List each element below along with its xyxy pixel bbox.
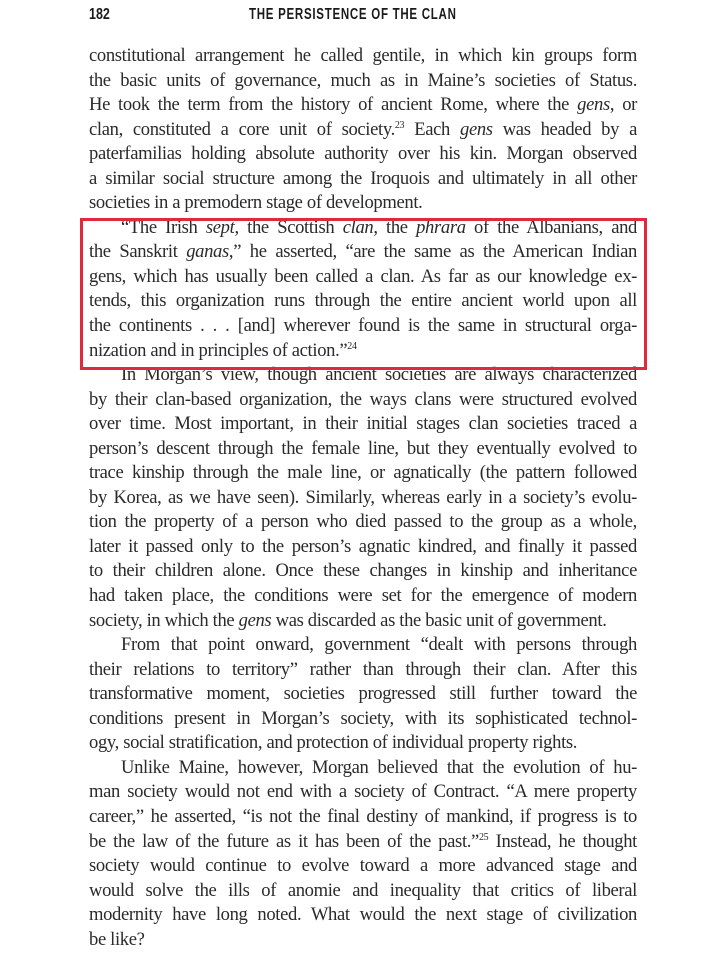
text-run: be the law of the future as it has been of the past.”	[89, 830, 479, 852]
text-run: transformative moment, societies progressed still further toward the	[89, 683, 637, 705]
text-line	[89, 69, 637, 94]
text-line	[89, 93, 637, 118]
text-run: constitutional arrangement he called gentile, in which kin groups form	[89, 45, 637, 66]
text-run: He took the term from the history of ancient Rome, where the	[89, 94, 578, 116]
text-run: , the Scottish	[234, 216, 343, 238]
text-line	[89, 584, 637, 609]
highlighted-quote-paragraph	[89, 216, 637, 363]
text-run: would solve the ills of anomie and inequality that critics of liberal	[89, 879, 637, 901]
text-run: society would continue to evolve toward a more advanced stage and	[89, 855, 637, 877]
text-line	[89, 486, 637, 511]
text-run: Each	[404, 118, 460, 140]
text-line	[89, 510, 637, 535]
text-line	[89, 633, 637, 658]
text-line	[89, 216, 637, 241]
italic-term: sept	[205, 216, 235, 238]
text-run: , or	[609, 94, 638, 116]
italic-term: phrara	[416, 216, 466, 238]
text-line	[89, 682, 637, 707]
footnote-marker: 25	[478, 831, 489, 843]
text-run: From that point onward, government “dealt with persons through	[121, 634, 637, 656]
text-run: was headed by a	[492, 118, 637, 140]
text-run: In Morgan’s view, though ancient societies are always characterized	[121, 364, 637, 386]
text-line	[89, 903, 637, 928]
text-line	[89, 658, 637, 683]
text-run: conditions present in Morgan’s society, with its sophisticated technol-	[89, 707, 637, 729]
italic-term: gens	[460, 118, 493, 140]
text-line	[89, 830, 637, 855]
text-run: societies in a premodern stage of development.	[89, 192, 423, 214]
paragraph	[89, 363, 637, 633]
text-line	[89, 535, 637, 560]
text-line	[89, 756, 637, 781]
text-line	[89, 731, 637, 756]
text-line	[89, 363, 637, 388]
text-run: tends, this organization runs through the entire ancient world upon all	[89, 290, 637, 312]
text-run: clan, constituted a core unit of society.	[89, 118, 395, 140]
text-run: to their children alone. Once these changes in kinship and inheritance	[89, 560, 637, 582]
text-line	[89, 191, 637, 216]
text-run: the Sanskrit	[89, 241, 187, 263]
footnote-marker: 24	[347, 340, 357, 352]
paragraph	[89, 633, 637, 756]
text-line	[89, 240, 637, 265]
text-line	[89, 854, 637, 879]
text-line	[89, 167, 637, 192]
text-line	[89, 437, 637, 462]
text-run: modernity have long noted. What would the next stage of civilization	[89, 904, 637, 926]
page-header	[89, 6, 637, 28]
text-line	[89, 559, 637, 584]
text-run: person’s descent through the female line, but they eventually evolved to	[89, 437, 637, 459]
text-run: career,” he asserted, “is not the final destiny of mankind, if progress is to	[89, 805, 637, 827]
paragraph	[89, 44, 637, 216]
text-run: Instead, he thought	[488, 830, 637, 852]
text-run: later it passed only to the person’s agnatic kindred, and finally it passed	[89, 535, 637, 557]
text-line	[89, 412, 637, 437]
text-run: , the	[373, 216, 417, 238]
text-line	[89, 118, 637, 143]
text-line	[89, 805, 637, 830]
text-run: ogy, social stratification, and protection of individual property rights.	[89, 732, 578, 754]
text-run: by their clan-based organization, the ways clans were structured evolved	[89, 388, 637, 410]
text-line	[89, 289, 637, 314]
text-line	[89, 461, 637, 486]
text-run: had taken place, the conditions were set for the emergence of modern	[89, 585, 637, 607]
text-run: trace kinship through the male line, or agnatically (the pattern followed	[89, 462, 637, 484]
body-text	[89, 44, 637, 952]
text-run: “The Irish	[121, 216, 206, 238]
text-run: Unlike Maine, however, Morgan believed that the evolution of hu-	[121, 756, 637, 778]
text-run: by Korea, as we have seen). Similarly, whereas early in a society’s evolu-	[89, 486, 637, 508]
italic-term: ganas	[186, 241, 229, 263]
text-run: man society would not end with a society of Contract. “A mere property	[89, 781, 637, 803]
text-line	[89, 780, 637, 805]
text-run: was discarded as the basic unit of government.	[271, 609, 607, 631]
text-run: tion the property of a person who died passed to the group as a whole,	[89, 511, 637, 533]
text-run: nization and in principles of action.”	[89, 339, 348, 361]
text-line	[89, 314, 637, 339]
text-run: of the Albanians, and	[465, 216, 637, 238]
text-line	[89, 388, 637, 413]
text-run: their relations to territory” rather than through their clan. After this	[89, 658, 637, 680]
text-run: ,” he asserted, “are the same as the American Indian	[228, 241, 637, 263]
footnote-marker: 23	[394, 119, 405, 131]
running-head: THE PERSISTENCE OF THE CLAN	[249, 6, 457, 23]
text-line	[89, 142, 637, 167]
text-run: the continents . . . [and] wherever found is the same in structural orga-	[89, 315, 637, 337]
text-run: a similar social structure among the Iroquois and ultimately in all other	[89, 167, 637, 189]
italic-term: gens	[238, 609, 272, 631]
text-line	[89, 265, 637, 290]
italic-term: clan	[342, 216, 374, 238]
text-line	[89, 44, 637, 69]
page-number: 182	[89, 6, 110, 23]
text-run: paterfamilias holding absolute authority over his kin. Morgan observed	[89, 143, 637, 165]
text-line	[89, 609, 637, 634]
text-run: over time. Most important, in their initial stages clan societies traced a	[89, 413, 637, 435]
text-run: gens, which has usually been called a clan. As far as our knowledge ex-	[89, 265, 637, 287]
text-line	[89, 928, 637, 953]
text-line	[89, 707, 637, 732]
text-run: society, in which the	[89, 609, 239, 631]
text-run: be like?	[89, 928, 145, 950]
paragraph	[89, 756, 637, 952]
text-run: the basic units of governance, much as in Maine’s societies of Status.	[89, 69, 637, 91]
text-line	[89, 339, 637, 364]
text-line	[89, 879, 637, 904]
italic-term: gens	[577, 94, 610, 116]
